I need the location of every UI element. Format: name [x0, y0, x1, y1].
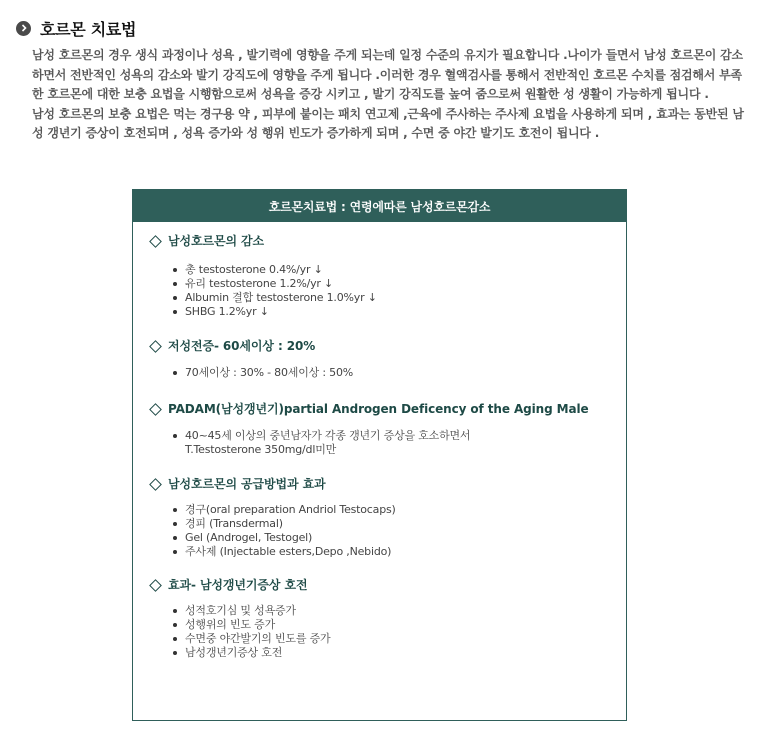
- section-effects: [149, 577, 626, 660]
- diamond-bullet-icon: [149, 340, 162, 353]
- list-item: 주사제 (Injectable esters,Depo ,Nebido): [171, 545, 626, 559]
- list-item: Gel (Androgel, Testogel): [171, 531, 626, 545]
- section-hormone-decrease: [149, 233, 626, 319]
- page-title: 호르몬 치료법: [40, 19, 137, 39]
- box-header: 호르몬치료법 : 연령에따른 남성호르몬감소: [133, 190, 626, 222]
- section-padam: [149, 401, 626, 457]
- diamond-bullet-icon: [149, 478, 162, 491]
- section-hypogonadism: [149, 338, 626, 380]
- list-item: SHBG 1.2%yr ↓: [171, 305, 626, 319]
- list-item-line: 40~45세 이상의 중년남자가 각종 갱년기 증상을 호소하면서: [185, 429, 471, 442]
- section-title: 저성전증- 60세이상 : 20%: [168, 339, 316, 353]
- item-list: [149, 263, 626, 319]
- diamond-bullet-icon: [149, 579, 162, 592]
- section-title: PADAM(남성갱년기)partial Androgen Deficency of the Aging Male: [168, 402, 589, 416]
- intro-text: [32, 46, 748, 144]
- item-list: [149, 604, 626, 660]
- circle-chevron-right-icon: [16, 21, 31, 36]
- list-item: 70세이상 : 30% - 80세이상 : 50%: [171, 366, 626, 380]
- list-item: 경구(oral preparation Andriol Testocaps): [171, 503, 626, 517]
- item-list: [149, 366, 626, 380]
- page-title-row: [16, 17, 136, 39]
- hormone-therapy-box: [132, 189, 627, 721]
- list-item-line: T.Testosterone 350mg/dl미만: [185, 443, 337, 456]
- list-item: 경피 (Transdermal): [171, 517, 626, 531]
- list-item: 수면중 야간발기의 빈도를 증가: [171, 632, 626, 646]
- list-item: [171, 429, 626, 457]
- intro-paragraph-1: 남성 호르몬의 경우 생식 과정이나 성욕 , 발기력에 영향을 주게 되는데 일정 수준의 유지가 필요합니다 .나이가 들면서 남성 호르몬이 감소하면서 전반적인 성욕의 감소와 발기 강직도에 영향을 주게 됩니다 .이러한 경우 혈액검사를 통해서 전반적인 호르몬 수치를 점검해서 부족한 호르몬에 대한 보충 요법을 시행함으로써 성욕을 증강 시키고 , 발기 강직도를 높여 줌으로써 원활한 성 생활이 가능하게 됩니다 .: [32, 48, 743, 101]
- section-title: 효과- 남성갱년기증상 호전: [168, 578, 308, 592]
- list-item: 유리 testosterone 1.2%/yr ↓: [171, 277, 626, 291]
- list-item: Albumin 결합 testosterone 1.0%yr ↓: [171, 291, 626, 305]
- item-list: [149, 503, 626, 559]
- item-list: [149, 429, 626, 457]
- intro-paragraph-2: 남성 호르몬의 보충 요법은 먹는 경구용 약 , 피부에 붙이는 패치 연고제 ,근육에 주사하는 주사제 요법을 사용하게 되며 , 효과는 동반된 남성 갱년기 증상이 호전되며 , 성욕 증가와 성 행위 빈도가 증가하게 되며 , 수면 중 야간 발기도 호전이 됩니다 .: [32, 106, 744, 140]
- list-item: 총 testosterone 0.4%/yr ↓: [171, 263, 626, 277]
- diamond-bullet-icon: [149, 235, 162, 248]
- list-item: 남성갱년기증상 호전: [171, 646, 626, 660]
- box-body: [133, 222, 626, 660]
- section-title: 남성호르몬의 감소: [168, 234, 265, 248]
- list-item: 성행위의 빈도 증가: [171, 618, 626, 632]
- diamond-bullet-icon: [149, 403, 162, 416]
- section-title: 남성호르몬의 공급방법과 효과: [168, 477, 326, 491]
- list-item: 성적호기심 및 성욕증가: [171, 604, 626, 618]
- section-supply-methods: [149, 476, 626, 559]
